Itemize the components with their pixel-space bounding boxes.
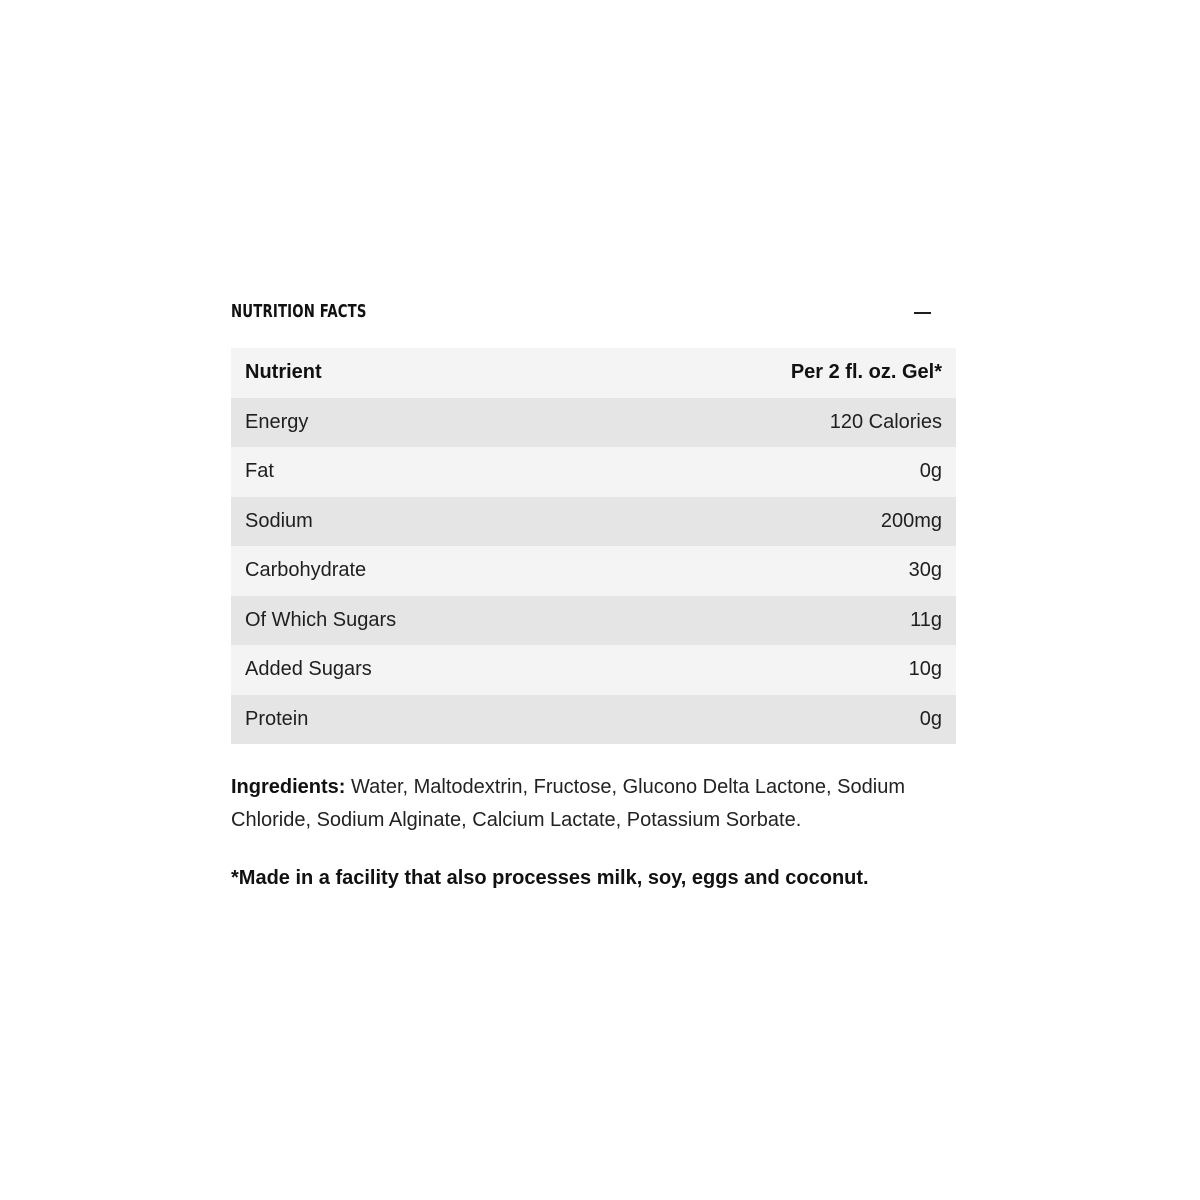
- nutrient-name: Fat: [245, 460, 274, 483]
- nutrient-amount: 10g: [908, 658, 942, 681]
- accordion-header[interactable]: [231, 296, 956, 328]
- table-row: [231, 645, 956, 695]
- nutrient-amount: 0g: [919, 460, 942, 483]
- nutrient-name: Of Which Sugars: [245, 608, 397, 631]
- minus-icon: [914, 312, 931, 314]
- section-title: NUTRITION FACTS: [231, 301, 367, 322]
- table-row: [231, 497, 956, 547]
- nutrient-amount: 11g: [910, 608, 942, 631]
- nutrient-name: Carbohydrate: [245, 559, 367, 582]
- nutrient-amount: 120 Calories: [829, 410, 942, 433]
- nutrient-name: Sodium: [245, 509, 313, 532]
- nutrition-facts-panel: [231, 296, 956, 889]
- nutrient-amount: 0g: [919, 707, 942, 730]
- table-row: [231, 596, 956, 646]
- table-row: [231, 546, 956, 596]
- amount-column-header: Per 2 fl. oz. Gel*: [790, 361, 942, 384]
- nutrient-name: Added Sugars: [245, 658, 372, 681]
- table-row: [231, 695, 956, 745]
- nutrient-name: Protein: [245, 707, 309, 730]
- table-row: [231, 398, 956, 448]
- table-row: [231, 447, 956, 497]
- ingredients-label: Ingredients:: [231, 776, 346, 798]
- table-header-row: [231, 348, 956, 398]
- nutrient-amount: 30g: [908, 559, 942, 582]
- ingredients-list: Water, Maltodextrin, Fructose, Glucono Delta Lactone, Sodium Chloride, Sodium Alginate, Calcium Lactate, Potassium Sorbate.: [231, 776, 905, 831]
- nutrient-column-header: Nutrient: [245, 361, 322, 384]
- nutrient-name: Energy: [245, 410, 309, 433]
- allergen-disclaimer: *Made in a facility that also processes milk, soy, eggs and coconut.: [231, 867, 869, 889]
- ingredients-text: [231, 771, 956, 837]
- nutrition-table: [231, 348, 956, 744]
- collapse-button[interactable]: [912, 304, 934, 322]
- nutrient-amount: 200mg: [880, 509, 942, 532]
